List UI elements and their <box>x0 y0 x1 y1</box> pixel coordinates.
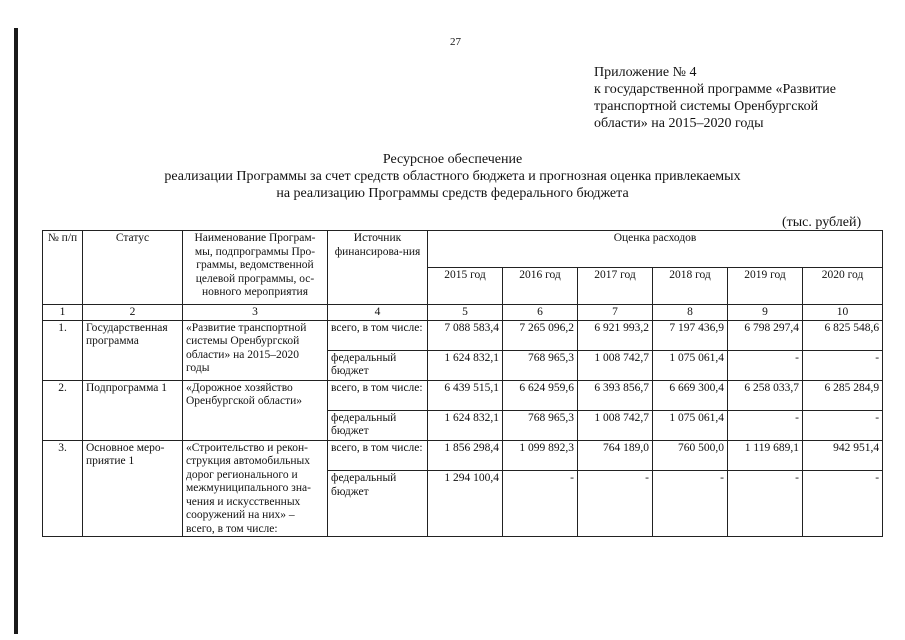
column-index-row <box>43 305 883 321</box>
header-row <box>43 231 883 268</box>
row-source: всего, в том числе: <box>328 380 428 410</box>
row-value: - <box>728 350 803 380</box>
row-value: 1 008 742,7 <box>578 410 653 440</box>
row-value: 768 965,3 <box>503 350 578 380</box>
column-index: 2 <box>83 305 183 321</box>
row-value: 768 965,3 <box>503 410 578 440</box>
header-year: 2016 год <box>503 268 578 305</box>
header-estimate: Оценка расходов <box>428 231 883 268</box>
header-name: Наименование Програм-мы, подпрограммы Про-граммы, ведомственной целевой программы, ос-новного мероприятия <box>183 231 328 305</box>
header-year: 2018 год <box>653 268 728 305</box>
row-value: 1 624 832,1 <box>428 410 503 440</box>
row-value: - <box>503 471 578 537</box>
row-num: 3. <box>43 440 83 537</box>
header-num: № п/п <box>43 231 83 305</box>
row-value: 6 285 284,9 <box>803 380 883 410</box>
row-value: - <box>803 350 883 380</box>
row-value: 1 075 061,4 <box>653 410 728 440</box>
header-year: 2015 год <box>428 268 503 305</box>
left-margin-bar <box>14 28 18 634</box>
column-index: 3 <box>183 305 328 321</box>
appendix-line: области» на 2015–2020 годы <box>594 116 764 131</box>
column-index: 9 <box>728 305 803 321</box>
column-index: 7 <box>578 305 653 321</box>
header-year: 2017 год <box>578 268 653 305</box>
header-year: 2019 год <box>728 268 803 305</box>
document-title <box>0 151 905 202</box>
row-status: Подпрограмма 1 <box>83 380 183 440</box>
row-value: 6 669 300,4 <box>653 380 728 410</box>
appendix-line: Приложение № 4 <box>594 65 697 80</box>
row-value: - <box>803 471 883 537</box>
row-value: - <box>803 410 883 440</box>
row-value: 1 624 832,1 <box>428 350 503 380</box>
row-value: 1 008 742,7 <box>578 350 653 380</box>
resource-table <box>42 230 883 537</box>
row-value: 1 119 689,1 <box>728 440 803 471</box>
row-source: федеральный бюджет <box>328 350 428 380</box>
title-line: на реализацию Программы средств федерального бюджета <box>276 186 629 201</box>
column-index: 1 <box>43 305 83 321</box>
column-index: 5 <box>428 305 503 321</box>
row-value: 760 500,0 <box>653 440 728 471</box>
row-value: - <box>728 410 803 440</box>
table-row <box>43 320 883 350</box>
row-value: 7 088 583,4 <box>428 320 503 350</box>
column-index: 10 <box>803 305 883 321</box>
row-name: «Строительство и рекон-струкция автомобильных дорог регионального и межмуниципального зна-чения и искусственных сооружений на них» – всего, в том числе: <box>183 440 328 537</box>
row-value: 7 197 436,9 <box>653 320 728 350</box>
row-source: федеральный бюджет <box>328 410 428 440</box>
row-value: 1 075 061,4 <box>653 350 728 380</box>
row-source: всего, в том числе: <box>328 320 428 350</box>
row-value: 6 825 548,6 <box>803 320 883 350</box>
row-value: 6 921 993,2 <box>578 320 653 350</box>
appendix-line: к государственной программе «Развитие <box>594 82 836 97</box>
header-status: Статус <box>83 231 183 305</box>
row-value: 1 294 100,4 <box>428 471 503 537</box>
row-value: 6 798 297,4 <box>728 320 803 350</box>
row-value: 764 189,0 <box>578 440 653 471</box>
row-name: «Дорожное хозяйство Оренбургской области» <box>183 380 328 440</box>
column-index: 6 <box>503 305 578 321</box>
row-num: 2. <box>43 380 83 440</box>
row-status: Государственная программа <box>83 320 183 380</box>
table-row <box>43 440 883 471</box>
units-label: (тыс. рублей) <box>782 215 862 230</box>
row-value: 942 951,4 <box>803 440 883 471</box>
title-line: Ресурсное обеспечение <box>382 152 523 167</box>
header-year: 2020 год <box>803 268 883 305</box>
row-value: 6 393 856,7 <box>578 380 653 410</box>
row-value: 6 258 033,7 <box>728 380 803 410</box>
row-value: 1 099 892,3 <box>503 440 578 471</box>
header-source: Источник финансирова-ния <box>328 231 428 305</box>
row-value: 1 856 298,4 <box>428 440 503 471</box>
appendix-header <box>594 64 836 132</box>
page-number: 27 <box>450 36 461 48</box>
column-index: 8 <box>653 305 728 321</box>
row-value: - <box>728 471 803 537</box>
row-value: 6 624 959,6 <box>503 380 578 410</box>
table-row <box>43 380 883 410</box>
title-line: реализации Программы за счет средств областного бюджета и прогнозная оценка привлекаемых <box>164 169 741 184</box>
row-source: всего, в том числе: <box>328 440 428 471</box>
row-value: - <box>653 471 728 537</box>
row-value: 7 265 096,2 <box>503 320 578 350</box>
row-value: - <box>578 471 653 537</box>
column-index: 4 <box>328 305 428 321</box>
row-name: «Развитие транспортной системы Оренбургской области» на 2015–2020 годы <box>183 320 328 380</box>
row-num: 1. <box>43 320 83 380</box>
row-value: 6 439 515,1 <box>428 380 503 410</box>
row-source: федеральный бюджет <box>328 471 428 537</box>
appendix-line: транспортной системы Оренбургской <box>594 99 819 114</box>
row-status: Основное меро-приятие 1 <box>83 440 183 537</box>
